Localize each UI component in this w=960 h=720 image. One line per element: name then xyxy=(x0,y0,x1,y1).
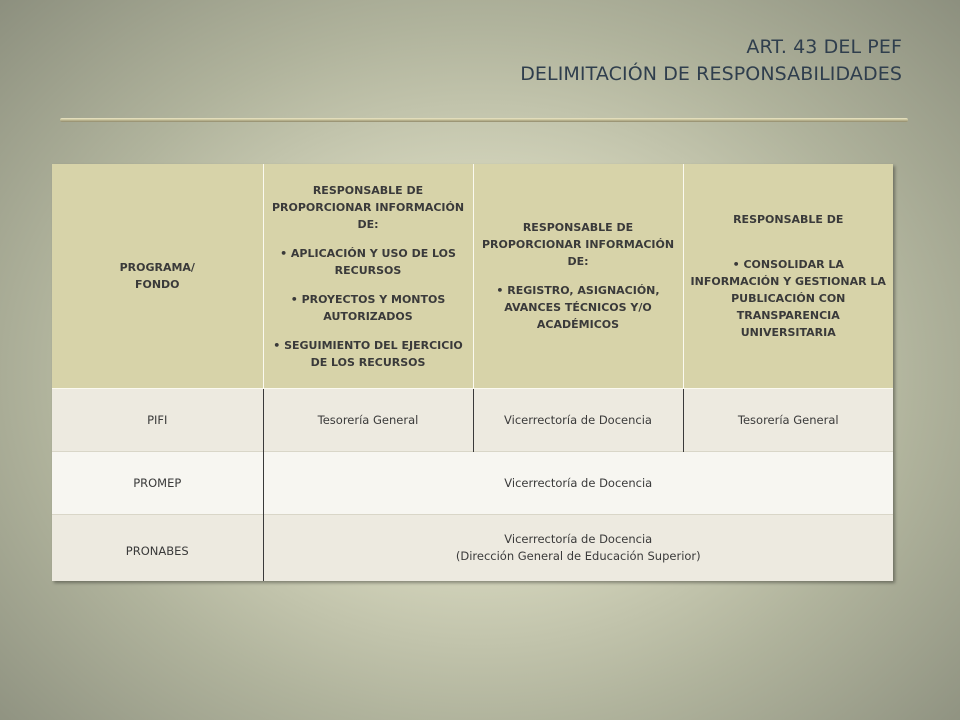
cell-col3: Vicerrectoría de Docencia xyxy=(473,389,683,452)
cell-programa: PROMEP xyxy=(52,452,263,515)
cell-col2: Tesorería General xyxy=(263,389,473,452)
cell-programa: PIFI xyxy=(52,389,263,452)
table-row-pronabes xyxy=(52,515,893,582)
table-row-promep xyxy=(52,452,893,515)
title-divider xyxy=(60,118,908,122)
header-responsable-informacion-recursos xyxy=(263,164,473,389)
header-programa-line2: FONDO xyxy=(134,278,180,291)
table-row-pifi xyxy=(52,389,893,452)
header-col2-bullet: • PROYECTOS Y MONTOS AUTORIZADOS xyxy=(290,292,446,323)
header-responsable-consolidar xyxy=(683,164,893,389)
header-col2-bullet: • APLICACIÓN Y USO DE LOS RECURSOS xyxy=(280,246,456,277)
responsibilities-table xyxy=(52,164,893,581)
cell-merged-line2: (Dirección General de Educación Superior) xyxy=(455,549,701,563)
header-responsable-informacion-registro xyxy=(473,164,683,389)
table-header-row xyxy=(52,164,893,389)
header-col3-heading: RESPONSABLE DE PROPORCIONAR INFORMACIÓN DE: xyxy=(481,221,675,268)
cell-programa: PRONABES xyxy=(52,515,263,582)
cell-merged xyxy=(263,515,893,582)
title-line-2: DELIMITACIÓN DE RESPONSABILIDADES xyxy=(520,63,902,85)
slide-title xyxy=(520,34,902,88)
title-line-1: ART. 43 DEL PEF xyxy=(746,36,902,58)
header-programa-fondo xyxy=(52,164,263,389)
cell-col4: Tesorería General xyxy=(683,389,893,452)
header-col4-bullet: • CONSOLIDAR LA INFORMACIÓN Y GESTIONAR LA PUBLICACIÓN CON TRANSPARENCIA UNIVERSITARIA xyxy=(690,258,886,339)
header-col2-heading: RESPONSABLE DE PROPORCIONAR INFORMACIÓN DE: xyxy=(271,183,465,231)
header-col3-bullet: • REGISTRO, ASIGNACIÓN, AVANCES TÉCNICOS Y/O ACADÉMICOS xyxy=(496,284,660,331)
cell-merged-line1: Vicerrectoría de Docencia xyxy=(504,532,653,546)
header-col2-bullet: • SEGUIMIENTO DEL EJERCICIO DE LOS RECURSOS xyxy=(273,338,463,369)
header-programa-line1: PROGRAMA/ xyxy=(119,261,195,274)
header-col4-heading: RESPONSABLE DE xyxy=(733,213,844,226)
cell-merged: Vicerrectoría de Docencia xyxy=(263,452,893,515)
